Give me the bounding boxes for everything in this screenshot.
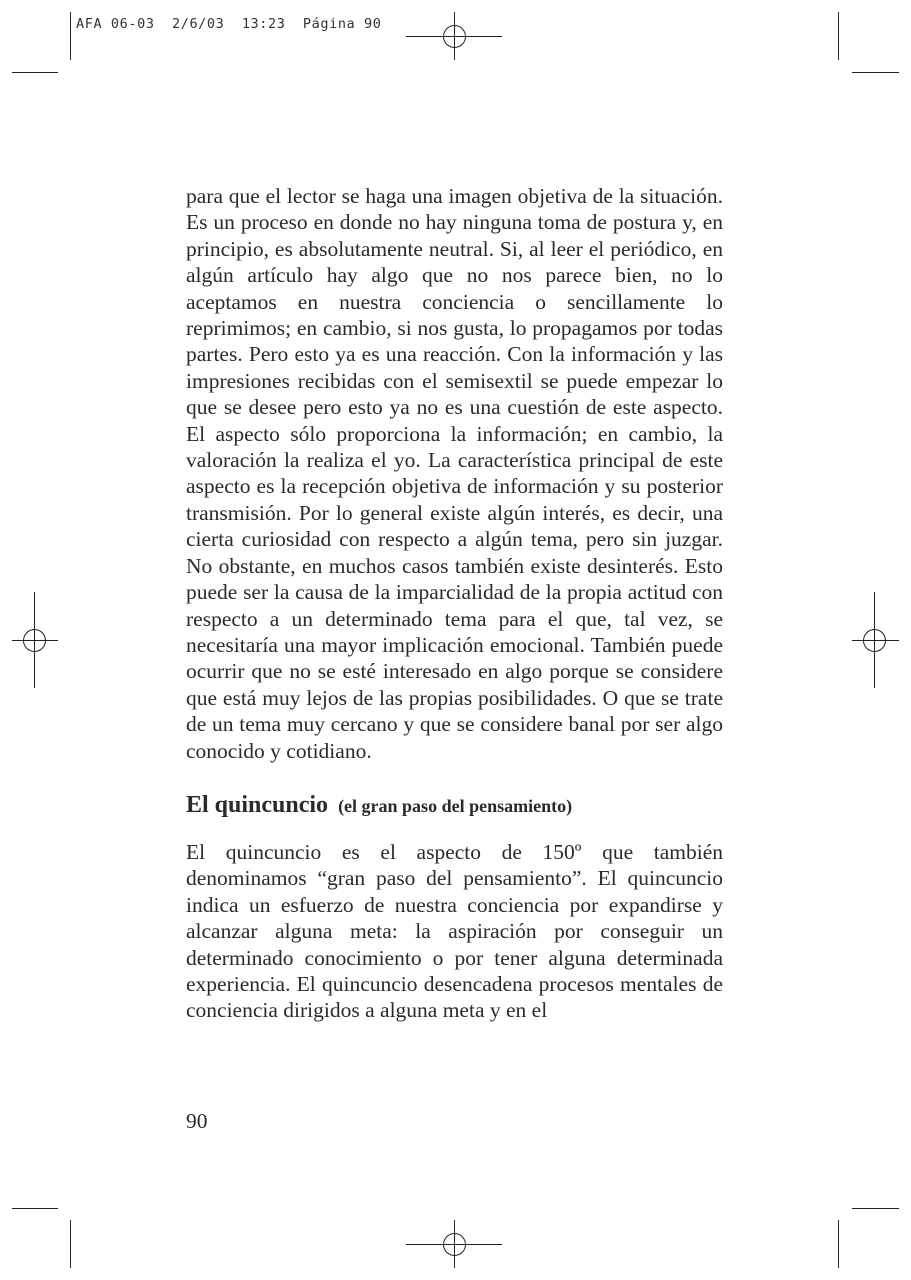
registration-mark-left	[12, 592, 58, 688]
page-body	[186, 183, 723, 1024]
section-heading-subtitle: (el gran paso del pensamiento)	[338, 795, 573, 816]
registration-mark-bottom	[406, 1220, 502, 1268]
section-heading-main: El quincuncio	[186, 791, 329, 818]
registration-mark-top	[406, 12, 502, 60]
print-slug: AFA 06-03 2/6/03 13:23 Página 90	[76, 16, 382, 32]
body-paragraph-2: El quincuncio es el aspecto de 150º que también denominamos “gran paso del pensamiento”. El quincuncio indica un esfuerzo de nuestra conciencia por expandirse y alcanzar alguna meta: la aspiración por conseguir un determinado conocimiento o por tener alguna determinada experiencia. El quincuncio desencadena procesos mentales de conciencia dirigidos a alguna meta y en el	[186, 839, 723, 1023]
body-paragraph-1: para que el lector se haga una imagen objetiva de la situación. Es un proceso en donde no hay ninguna toma de postura y, en principio, es absolutamente neutral. Si, al leer el periódico, en algún artículo hay algo que no nos parece bien, no lo aceptamos en nuestra conciencia o sencillamente lo reprimimos; en cambio, si nos gusta, lo propagamos por todas partes. Pero esto ya es una reacción. Con la información y las impresiones recibidas con el semisextil se puede empezar lo que se desee pero esto ya no es una cuestión de este aspecto. El aspecto sólo proporciona la información; en cambio, la valoración la realiza el yo. La característica principal de este aspecto es la recepción objetiva de información y su posterior transmisión. Por lo general existe algún interés, es decir, una cierta curiosidad con respecto a algún tema, pero sin juzgar. No obstante, en muchos casos también existe desinterés. Esto puede ser la causa de la imparcialidad de la propia actitud con respecto a un determinado tema para el que, tal vez, se necesitaría una mayor implicación emocional. También puede ocurrir que no se esté interesado en algo porque se considere que está muy lejos de las propias posibilidades. O que se trate de un tema muy cercano y que se considere banal por ser algo conocido y cotidiano.	[186, 184, 723, 763]
registration-mark-right	[852, 592, 899, 688]
section-heading	[186, 790, 723, 821]
page-number: 90	[186, 1109, 208, 1133]
